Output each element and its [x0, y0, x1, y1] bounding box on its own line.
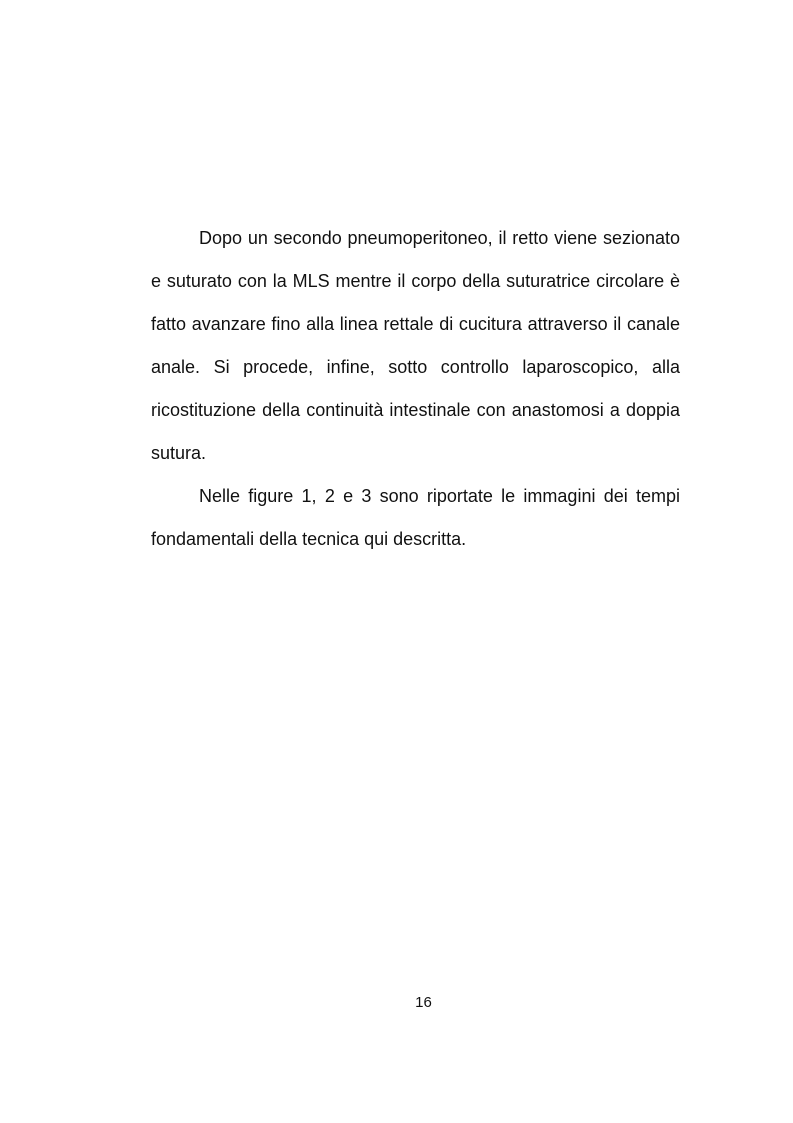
- page-number: 16: [415, 994, 432, 1011]
- paragraph-1: Dopo un secondo pneumoperitoneo, il retto viene sezionato e suturato con la MLS mentre il corpo della suturatrice circolare è fatto avanzare fino alla linea rettale di cucitura attraverso il canale anale. Si procede, infine, sotto controllo laparoscopico, alla ricostituzione della continuità intestinale con anastomosi a doppia sutura.: [151, 228, 680, 463]
- paragraph-2: Nelle figure 1, 2 e 3 sono riportate le immagini dei tempi fondamentali della tecnica qui descritta.: [151, 486, 680, 549]
- body-text: [151, 217, 680, 561]
